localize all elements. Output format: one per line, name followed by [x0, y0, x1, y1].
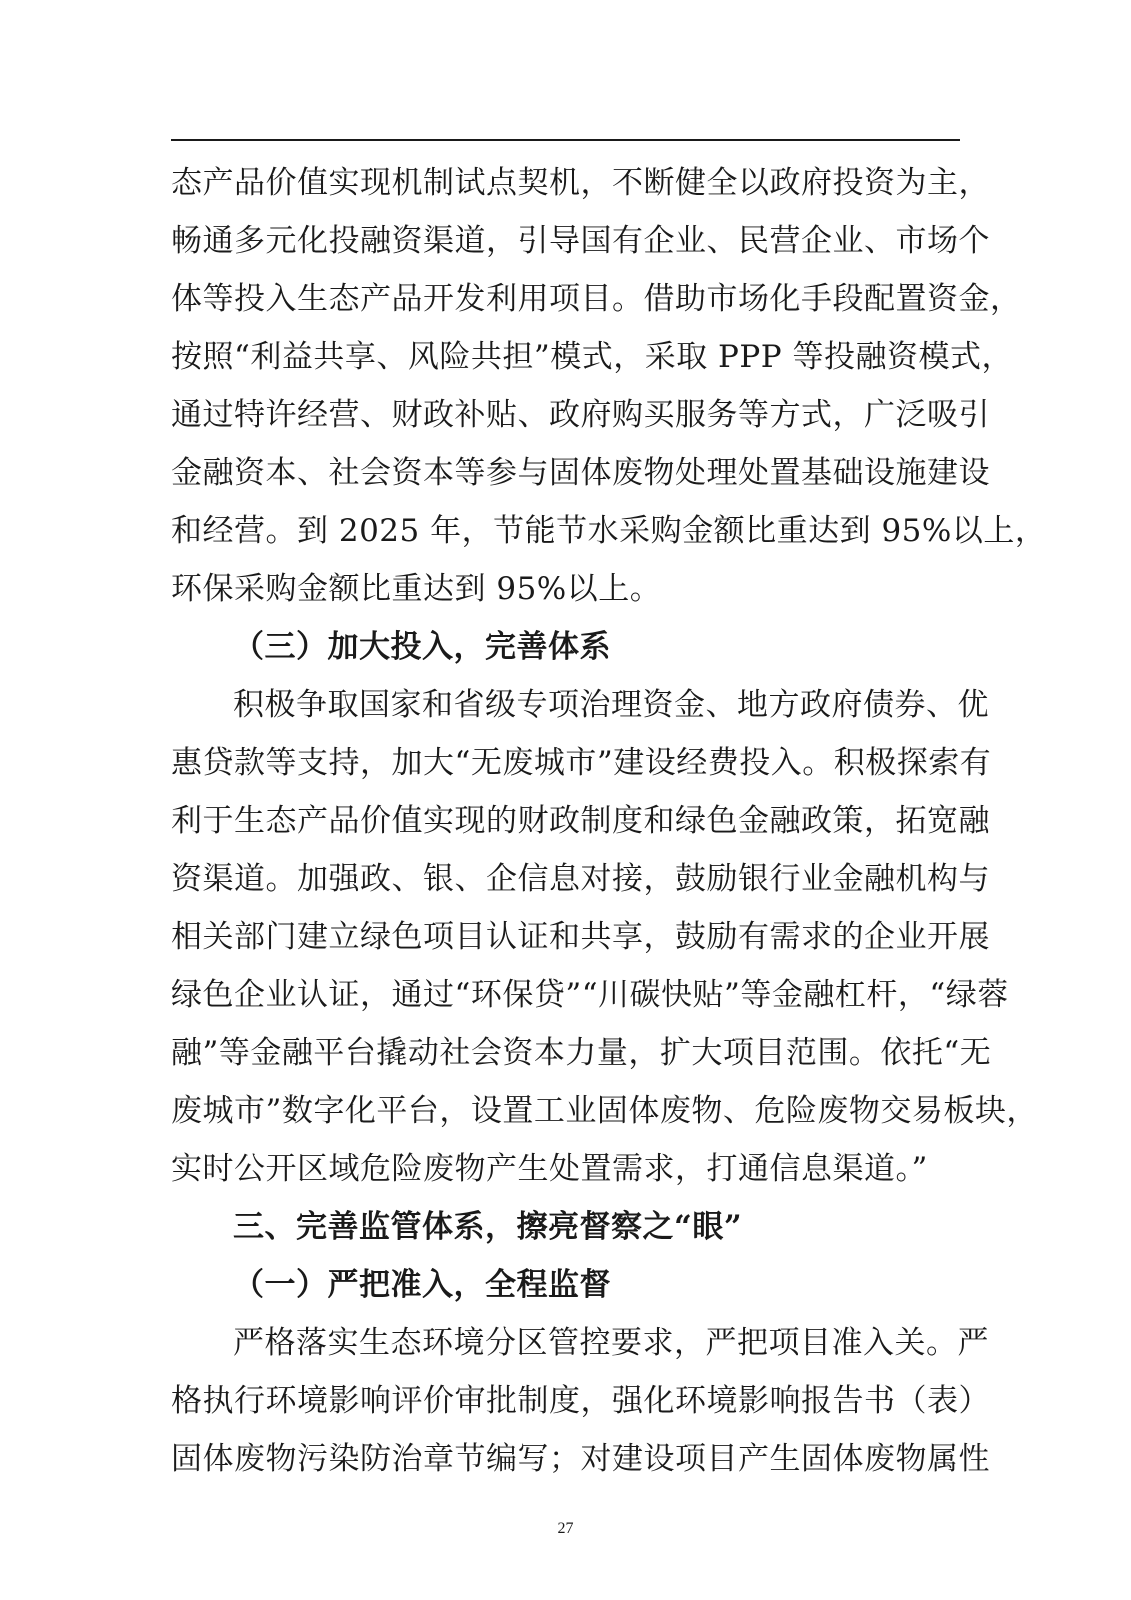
body-line-16: 融”等金融平台撬动社会资本力量，扩大项目范围。依托“无	[171, 1035, 992, 1071]
body-line-7: 和经营。到 2025 年，节能节水采购金额比重达到 95%以上，	[171, 513, 1047, 549]
section-heading-1: （一）严把准入，全程监督	[233, 1267, 611, 1303]
body-line-8: 环保采购金额比重达到 95%以上。	[171, 571, 662, 607]
chapter-heading-3: 三、完善监管体系，擦亮督察之“眼”	[233, 1209, 743, 1245]
body-line-17: 废城市”数字化平台，设置工业固体废物、危险废物交易板块，	[171, 1093, 1038, 1129]
body-line-15: 绿色企业认证，通过“环保贷”“川碳快贴”等金融杠杆，“绿蓉	[171, 977, 1009, 1013]
body-line-10: 积极争取国家和省级专项治理资金、地方政府债券、优	[233, 687, 989, 723]
page-number: 27	[557, 1520, 574, 1537]
body-line-14: 相关部门建立绿色项目认证和共享，鼓励有需求的企业开展	[171, 919, 990, 955]
body-line-18: 实时公开区域危险废物产生处置需求，打通信息渠道。”	[171, 1151, 928, 1187]
body-line-3: 体等投入生态产品开发利用项目。借助市场化手段配置资金，	[171, 281, 1022, 317]
body-line-23: 固体废物污染防治章节编写；对建设项目产生固体废物属性	[171, 1441, 990, 1477]
body-line-5: 通过特许经营、财政补贴、政府购买服务等方式，广泛吸引	[171, 397, 990, 433]
header-rule	[171, 139, 960, 141]
body-line-2: 畅通多元化投融资渠道，引导国有企业、民营企业、市场个	[171, 223, 990, 259]
body-line-21: 严格落实生态环境分区管控要求，严把项目准入关。严	[233, 1325, 989, 1361]
section-heading-3: （三）加大投入，完善体系	[233, 629, 611, 665]
body-line-12: 利于生态产品价值实现的财政制度和绿色金融政策，拓宽融	[171, 803, 990, 839]
body-line-1: 态产品价值实现机制试点契机，不断健全以政府投资为主，	[171, 165, 990, 201]
body-line-13: 资渠道。加强政、银、企信息对接，鼓励银行业金融机构与	[171, 861, 990, 897]
body-line-6: 金融资本、社会资本等参与固体废物处理处置基础设施建设	[171, 455, 990, 491]
body-line-4: 按照“利益共享、风险共担”模式，采取 PPP 等投融资模式，	[171, 339, 1013, 375]
body-line-11: 惠贷款等支持，加大“无废城市”建设经费投入。积极探索有	[171, 745, 992, 781]
body-line-22: 格执行环境影响评价审批制度，强化环境影响报告书（表）	[171, 1383, 990, 1419]
